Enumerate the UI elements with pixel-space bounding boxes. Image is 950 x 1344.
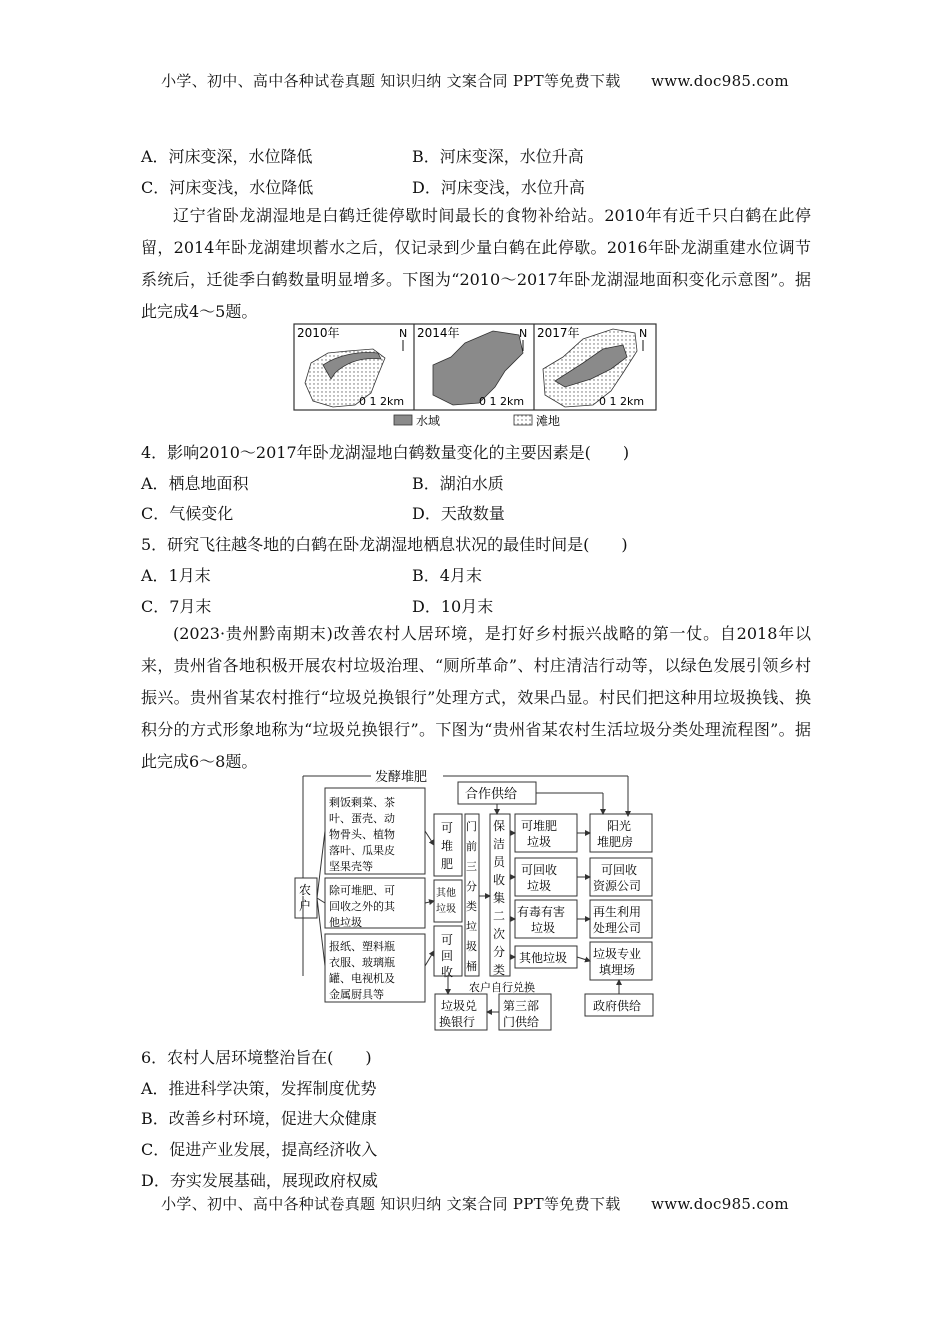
flow-top-label: 发酵堆肥 bbox=[375, 770, 428, 785]
flow-items3: 报纸、塑料瓶衣服、玻璃瓶罐、电视机及金属厨具等 bbox=[329, 940, 395, 1001]
flow-coop: 合作供给 bbox=[465, 787, 518, 802]
legend-beach: 滩地 bbox=[536, 414, 561, 428]
q5-option-c: C．7月末 bbox=[141, 597, 212, 616]
question-4-stem: 4．影响2010～2017年卧龙湖湿地白鹤数量变化的主要因素是( ) bbox=[141, 443, 630, 462]
scale-label: 0 1 2km bbox=[479, 395, 525, 408]
scale-label: 0 1 2km bbox=[599, 395, 645, 408]
flow-d2: 可回收资源公司 bbox=[593, 863, 642, 893]
q3-option-a: A．河床变深，水位降低 bbox=[141, 147, 313, 166]
flow-items1: 剩饭剩菜、茶叶、蛋壳、动物骨头、植物落叶、瓜果皮坚果壳等 bbox=[329, 796, 395, 873]
q4-option-c: C．气候变化 bbox=[141, 504, 234, 523]
map-panel-2014 bbox=[417, 325, 527, 408]
q5-option-b: B．4月末 bbox=[412, 566, 482, 585]
flow-compost: 可堆肥 bbox=[441, 821, 454, 871]
q6-option-c: C．促进产业发展，提高经济收入 bbox=[141, 1140, 378, 1159]
q6-option-b: B．改善乡村环境，促进大众健康 bbox=[141, 1109, 377, 1128]
flow-third: 第三部门供给 bbox=[503, 999, 540, 1029]
legend-water: 水域 bbox=[416, 414, 441, 428]
water-area bbox=[433, 331, 523, 405]
flow-d4: 垃圾专业填埋场 bbox=[593, 947, 642, 977]
q4-option-d: D．天敌数量 bbox=[412, 504, 505, 523]
passage-wolong-lake: 辽宁省卧龙湖湿地是白鹤迁徙停歇时间最长的食物补给站。2010年有近千只白鹤在此停留，2014年卧龙湖建坝蓄水之后，仅记录到少量白鹤在此停歇。2016年卧龙湖重建水位调节系统后，迁徙季白鹤数量明显增多。下图为“2010～2017年卧龙湖湿地面积变化示意图”。据此完成4～5题。 bbox=[141, 206, 811, 321]
q4-option-b: B．湖泊水质 bbox=[412, 474, 504, 493]
scale-label: 0 1 2km bbox=[359, 395, 405, 408]
panel-year: 2014年 bbox=[417, 326, 460, 340]
north-arrow: N bbox=[519, 327, 528, 340]
q3-option-c: C．河床变浅，水位降低 bbox=[141, 178, 314, 197]
map-panel-2010 bbox=[297, 325, 407, 408]
panel-year: 2010年 bbox=[297, 326, 340, 340]
flow-exchange-note: 农户自行兑换 bbox=[469, 981, 535, 994]
flow-r4: 其他垃圾 bbox=[519, 951, 568, 965]
flow-r2: 可回收垃圾 bbox=[521, 863, 558, 893]
flow-bins: 门前三分类垃圾桶 bbox=[466, 820, 477, 973]
q6-option-d: D．夯实发展基础，展现政府权威 bbox=[141, 1171, 378, 1190]
north-arrow: N bbox=[639, 327, 648, 340]
flow-d1: 阳光堆肥房 bbox=[597, 819, 634, 849]
q4-option-a: A．栖息地面积 bbox=[141, 474, 249, 493]
flow-cleaner: 保洁员收集二次分类 bbox=[493, 819, 506, 977]
q6-option-a: A．推进科学决策，发挥制度优势 bbox=[141, 1079, 377, 1098]
flow-d3: 再生利用处理公司 bbox=[593, 905, 642, 935]
q3-option-b: B．河床变深，水位升高 bbox=[412, 147, 584, 166]
panel-year: 2017年 bbox=[537, 326, 580, 340]
page-footer: 小学、初中、高中各种试卷真题 知识归纳 文案合同 PPT等免费下载 www.doc985.com bbox=[161, 1195, 789, 1213]
q3-option-d: D．河床变浅，水位升高 bbox=[412, 178, 585, 197]
flow-items2: 除可堆肥、可回收之外的其他垃圾 bbox=[329, 884, 395, 929]
map-panel-2017 bbox=[537, 325, 647, 408]
flow-r3: 有毒有害垃圾 bbox=[517, 905, 566, 935]
q5-option-a: A．1月末 bbox=[141, 566, 211, 585]
q5-option-d: D．10月末 bbox=[412, 597, 494, 616]
page-header: 小学、初中、高中各种试卷真题 知识归纳 文案合同 PPT等免费下载 www.doc985.com bbox=[161, 72, 789, 90]
legend-beach-swatch bbox=[514, 415, 532, 425]
question-6-stem: 6．农村人居环境整治旨在( ) bbox=[141, 1048, 372, 1067]
garbage-flow-chart bbox=[293, 766, 659, 1034]
flow-r1: 可堆肥垃圾 bbox=[521, 819, 558, 849]
north-arrow: N bbox=[399, 327, 408, 340]
flow-gov: 政府供给 bbox=[593, 999, 642, 1013]
flow-bank: 垃圾兑换银行 bbox=[439, 999, 478, 1029]
flow-farmer: 农户 bbox=[299, 883, 312, 913]
question-5-stem: 5．研究飞往越冬地的白鹤在卧龙湖湿地栖息状况的最佳时间是( ) bbox=[141, 535, 628, 554]
passage-garbage-bank: (2023·贵州黔南期末)改善农村人居环境，是打好乡村振兴战略的第一仗。自2018年以来，贵州省各地积极开展农村垃圾治理、“厕所革命”、村庄清洁行动等，以绿色发展引领乡村振兴。贵州省某农村推行“垃圾兑换银行”处理方式，效果凸显。村民们把这种用垃圾换钱、换积分的方式形象地称为“垃圾兑换银行”。下图为“贵州省某农村生活垃圾分类处理流程图”。据此完成6～8题。 bbox=[141, 624, 811, 771]
flow-recyc: 可回收 bbox=[441, 933, 454, 979]
legend-water-swatch bbox=[394, 415, 412, 425]
wetland-map-figure bbox=[293, 323, 657, 431]
flow-other: 其他垃圾 bbox=[436, 888, 456, 915]
